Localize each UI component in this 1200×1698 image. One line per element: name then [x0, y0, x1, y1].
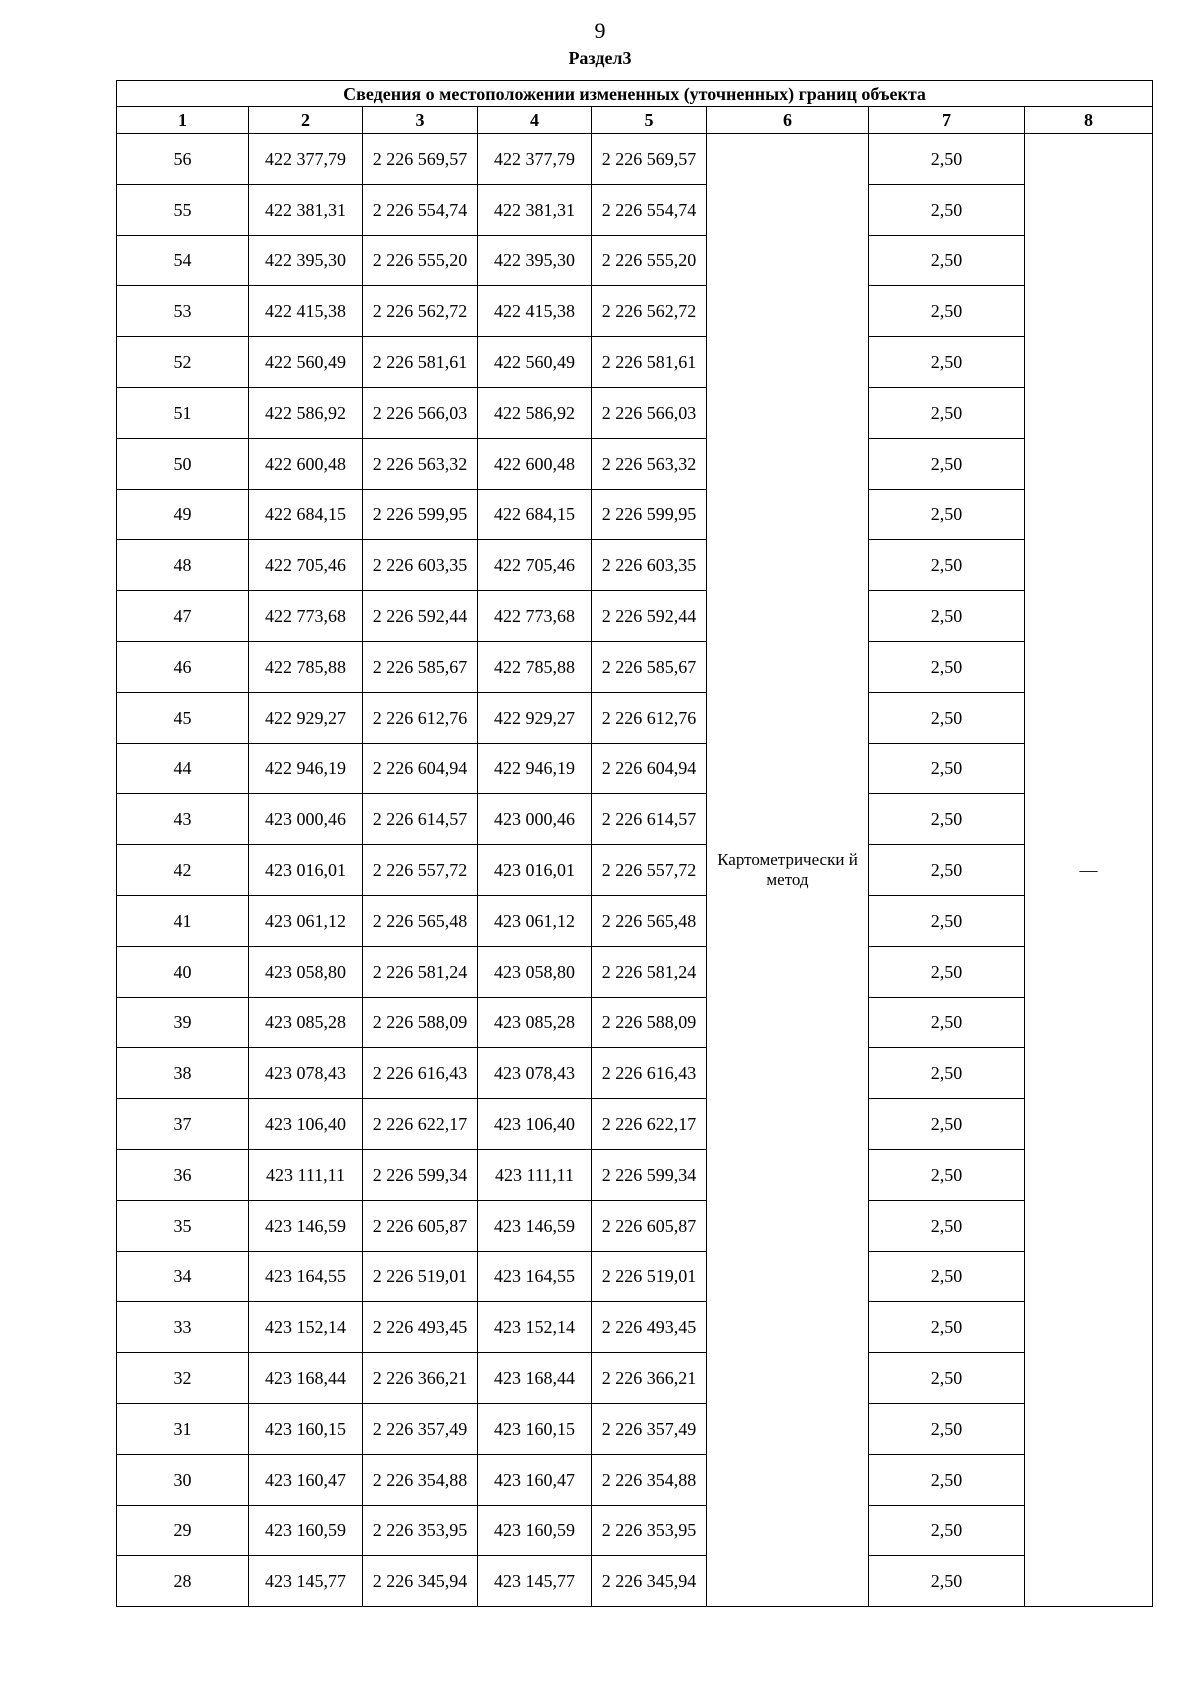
coordinate-cell: 423 152,14 — [478, 1302, 592, 1353]
point-number-cell: 51 — [117, 387, 249, 438]
accuracy-cell: 2,50 — [869, 134, 1025, 185]
accuracy-cell: 2,50 — [869, 997, 1025, 1048]
coordinate-cell: 423 061,12 — [249, 895, 363, 946]
coordinate-cell: 2 226 557,72 — [592, 845, 707, 896]
accuracy-cell: 2,50 — [869, 641, 1025, 692]
column-number-1: 1 — [117, 107, 249, 134]
table-row — [117, 1556, 1153, 1607]
point-number-cell: 32 — [117, 1353, 249, 1404]
coordinate-cell: 422 377,79 — [249, 134, 363, 185]
coordinate-cell: 422 929,27 — [249, 692, 363, 743]
accuracy-cell: 2,50 — [869, 794, 1025, 845]
point-number-cell: 46 — [117, 641, 249, 692]
column-number-5: 5 — [592, 107, 707, 134]
column-number-6: 6 — [707, 107, 869, 134]
coordinate-cell: 2 226 563,32 — [363, 438, 478, 489]
coordinate-cell: 422 415,38 — [478, 286, 592, 337]
table-row — [117, 184, 1153, 235]
coordinate-cell: 423 016,01 — [249, 845, 363, 896]
table-row — [117, 743, 1153, 794]
coordinate-cell: 2 226 604,94 — [363, 743, 478, 794]
coordinate-cell: 423 160,47 — [478, 1454, 592, 1505]
coordinate-cell: 422 560,49 — [249, 337, 363, 388]
accuracy-cell: 2,50 — [869, 946, 1025, 997]
table-row — [117, 235, 1153, 286]
accuracy-cell: 2,50 — [869, 337, 1025, 388]
coordinate-cell: 2 226 622,17 — [363, 1099, 478, 1150]
coordinate-cell: 2 226 345,94 — [592, 1556, 707, 1607]
coordinate-cell: 2 226 353,95 — [363, 1505, 478, 1556]
point-number-cell: 29 — [117, 1505, 249, 1556]
coordinate-cell: 423 146,59 — [249, 1200, 363, 1251]
accuracy-cell: 2,50 — [869, 1099, 1025, 1150]
coordinate-cell: 2 226 622,17 — [592, 1099, 707, 1150]
column-number-2: 2 — [249, 107, 363, 134]
accuracy-cell: 2,50 — [869, 1302, 1025, 1353]
table-row — [117, 895, 1153, 946]
coordinate-cell: 423 160,15 — [249, 1403, 363, 1454]
coordinate-cell: 2 226 562,72 — [592, 286, 707, 337]
coordinate-cell: 422 773,68 — [249, 591, 363, 642]
coordinate-cell: 422 705,46 — [478, 540, 592, 591]
coordinate-cell: 2 226 585,67 — [363, 641, 478, 692]
coordinate-cell: 422 705,46 — [249, 540, 363, 591]
coordinate-cell: 422 600,48 — [249, 438, 363, 489]
coordinate-cell: 2 226 565,48 — [363, 895, 478, 946]
table-caption: Сведения о местоположении измененных (уточненных) границ объекта — [117, 81, 1153, 107]
coordinate-cell: 422 415,38 — [249, 286, 363, 337]
table-row — [117, 540, 1153, 591]
table-row — [117, 1353, 1153, 1404]
table-row — [117, 1200, 1153, 1251]
column-number-3: 3 — [363, 107, 478, 134]
coordinate-cell: 423 016,01 — [478, 845, 592, 896]
coordinate-cell: 423 160,47 — [249, 1454, 363, 1505]
coordinate-cell: 422 586,92 — [249, 387, 363, 438]
coordinate-cell: 423 085,28 — [249, 997, 363, 1048]
coordinate-cell: 422 395,30 — [478, 235, 592, 286]
coordinate-cell: 422 946,19 — [478, 743, 592, 794]
page-number: 9 — [594, 18, 606, 43]
point-number-cell: 55 — [117, 184, 249, 235]
coordinate-cell: 423 145,77 — [249, 1556, 363, 1607]
coordinate-cell: 423 000,46 — [249, 794, 363, 845]
accuracy-cell: 2,50 — [869, 1251, 1025, 1302]
coordinate-cell: 2 226 519,01 — [363, 1251, 478, 1302]
accuracy-cell: 2,50 — [869, 1505, 1025, 1556]
coordinate-cell: 2 226 588,09 — [363, 997, 478, 1048]
coordinate-cell: 2 226 554,74 — [363, 184, 478, 235]
coordinate-cell: 2 226 354,88 — [592, 1454, 707, 1505]
accuracy-cell: 2,50 — [869, 387, 1025, 438]
coordinate-cell: 423 160,15 — [478, 1403, 592, 1454]
table-row — [117, 286, 1153, 337]
coordinate-cell: 2 226 366,21 — [363, 1353, 478, 1404]
coordinate-cell: 423 106,40 — [249, 1099, 363, 1150]
coordinate-cell: 422 785,88 — [478, 641, 592, 692]
coordinate-cell: 422 773,68 — [478, 591, 592, 642]
coordinate-cell: 2 226 357,49 — [592, 1403, 707, 1454]
coordinate-cell: 422 600,48 — [478, 438, 592, 489]
coordinate-cell: 2 226 605,87 — [592, 1200, 707, 1251]
point-number-cell: 50 — [117, 438, 249, 489]
column-number-7: 7 — [869, 107, 1025, 134]
table-row — [117, 692, 1153, 743]
table-row — [117, 1149, 1153, 1200]
point-number-cell: 34 — [117, 1251, 249, 1302]
coordinate-cell: 2 226 519,01 — [592, 1251, 707, 1302]
coordinate-cell: 422 395,30 — [249, 235, 363, 286]
coordinate-cell: 2 226 592,44 — [592, 591, 707, 642]
coordinate-cell: 2 226 569,57 — [592, 134, 707, 185]
coordinate-cell: 2 226 599,34 — [592, 1149, 707, 1200]
point-number-cell: 31 — [117, 1403, 249, 1454]
coordinate-cell: 423 000,46 — [478, 794, 592, 845]
coordinate-cell: 2 226 585,67 — [592, 641, 707, 692]
coordinate-cell: 422 377,79 — [478, 134, 592, 185]
coordinate-cell: 2 226 588,09 — [592, 997, 707, 1048]
coordinate-cell: 2 226 555,20 — [592, 235, 707, 286]
coordinate-cell: 2 226 366,21 — [592, 1353, 707, 1404]
coordinate-cell: 2 226 563,32 — [592, 438, 707, 489]
coordinate-cell: 2 226 569,57 — [363, 134, 478, 185]
coordinate-cell: 423 160,59 — [249, 1505, 363, 1556]
point-number-cell: 41 — [117, 895, 249, 946]
point-number-cell: 48 — [117, 540, 249, 591]
coordinate-cell: 422 684,15 — [478, 489, 592, 540]
point-number-cell: 49 — [117, 489, 249, 540]
accuracy-cell: 2,50 — [869, 1403, 1025, 1454]
point-number-cell: 54 — [117, 235, 249, 286]
section-title: Раздел3 — [568, 48, 632, 68]
coordinate-cell: 423 106,40 — [478, 1099, 592, 1150]
coordinate-cell: 2 226 557,72 — [363, 845, 478, 896]
method-cell: Картометрически й метод — [707, 134, 869, 1607]
coordinate-cell: 2 226 614,57 — [363, 794, 478, 845]
table-row — [117, 1099, 1153, 1150]
coordinate-cell: 2 226 599,95 — [363, 489, 478, 540]
coordinate-cell: 422 929,27 — [478, 692, 592, 743]
coordinate-cell: 423 146,59 — [478, 1200, 592, 1251]
coordinate-cell: 2 226 581,24 — [363, 946, 478, 997]
coordinate-cell: 2 226 562,72 — [363, 286, 478, 337]
table-row — [117, 1403, 1153, 1454]
coordinate-cell: 2 226 599,34 — [363, 1149, 478, 1200]
coordinate-cell: 2 226 566,03 — [363, 387, 478, 438]
accuracy-cell: 2,50 — [869, 743, 1025, 794]
coordinate-cell: 422 381,31 — [478, 184, 592, 235]
table-row — [117, 489, 1153, 540]
coordinate-cell: 422 586,92 — [478, 387, 592, 438]
accuracy-cell: 2,50 — [869, 184, 1025, 235]
boundary-coordinates-table — [116, 80, 1153, 1607]
accuracy-cell: 2,50 — [869, 438, 1025, 489]
point-number-cell: 35 — [117, 1200, 249, 1251]
table-row — [117, 1302, 1153, 1353]
coordinate-cell: 2 226 493,45 — [363, 1302, 478, 1353]
coordinate-cell: 2 226 603,35 — [363, 540, 478, 591]
accuracy-cell: 2,50 — [869, 1149, 1025, 1200]
coordinate-cell: 423 085,28 — [478, 997, 592, 1048]
coordinate-cell: 2 226 565,48 — [592, 895, 707, 946]
coordinate-cell: 423 058,80 — [249, 946, 363, 997]
point-number-cell: 44 — [117, 743, 249, 794]
table-row — [117, 134, 1153, 185]
point-number-cell: 38 — [117, 1048, 249, 1099]
coordinate-cell: 2 226 554,74 — [592, 184, 707, 235]
point-number-cell: 45 — [117, 692, 249, 743]
point-number-cell: 52 — [117, 337, 249, 388]
coordinate-cell: 423 061,12 — [478, 895, 592, 946]
coordinate-cell: 2 226 614,57 — [592, 794, 707, 845]
coordinate-cell: 2 226 616,43 — [363, 1048, 478, 1099]
table-body — [117, 134, 1153, 1607]
coordinate-cell: 2 226 581,24 — [592, 946, 707, 997]
coordinate-cell: 2 226 581,61 — [592, 337, 707, 388]
coordinate-cell: 2 226 345,94 — [363, 1556, 478, 1607]
table-row — [117, 387, 1153, 438]
table-row — [117, 997, 1153, 1048]
column-8-cell: — — [1025, 134, 1153, 1607]
accuracy-cell: 2,50 — [869, 1200, 1025, 1251]
coordinate-cell: 2 226 566,03 — [592, 387, 707, 438]
coordinate-cell: 2 226 612,76 — [363, 692, 478, 743]
coordinate-cell: 2 226 616,43 — [592, 1048, 707, 1099]
point-number-cell: 40 — [117, 946, 249, 997]
accuracy-cell: 2,50 — [869, 1556, 1025, 1607]
column-number-4: 4 — [478, 107, 592, 134]
coordinate-cell: 423 168,44 — [478, 1353, 592, 1404]
accuracy-cell: 2,50 — [869, 692, 1025, 743]
point-number-cell: 37 — [117, 1099, 249, 1150]
coordinate-cell: 423 111,11 — [478, 1149, 592, 1200]
coordinate-cell: 2 226 604,94 — [592, 743, 707, 794]
point-number-cell: 30 — [117, 1454, 249, 1505]
coordinate-cell: 422 946,19 — [249, 743, 363, 794]
point-number-cell: 39 — [117, 997, 249, 1048]
accuracy-cell: 2,50 — [869, 540, 1025, 591]
coordinate-cell: 423 145,77 — [478, 1556, 592, 1607]
table-row — [117, 591, 1153, 642]
table-row — [117, 946, 1153, 997]
coordinate-cell: 423 164,55 — [478, 1251, 592, 1302]
coordinate-cell: 2 226 354,88 — [363, 1454, 478, 1505]
accuracy-cell: 2,50 — [869, 591, 1025, 642]
coordinate-cell: 2 226 581,61 — [363, 337, 478, 388]
point-number-cell: 28 — [117, 1556, 249, 1607]
coordinate-cell: 2 226 603,35 — [592, 540, 707, 591]
accuracy-cell: 2,50 — [869, 286, 1025, 337]
table-row — [117, 1505, 1153, 1556]
point-number-cell: 43 — [117, 794, 249, 845]
accuracy-cell: 2,50 — [869, 1454, 1025, 1505]
point-number-cell: 33 — [117, 1302, 249, 1353]
table-row — [117, 1048, 1153, 1099]
coordinate-cell: 422 785,88 — [249, 641, 363, 692]
point-number-cell: 47 — [117, 591, 249, 642]
coordinate-cell: 422 381,31 — [249, 184, 363, 235]
table-row — [117, 794, 1153, 845]
point-number-cell: 53 — [117, 286, 249, 337]
column-number-8: 8 — [1025, 107, 1153, 134]
coordinate-cell: 2 226 555,20 — [363, 235, 478, 286]
coordinate-cell: 423 160,59 — [478, 1505, 592, 1556]
accuracy-cell: 2,50 — [869, 845, 1025, 896]
table-row — [117, 845, 1153, 896]
accuracy-cell: 2,50 — [869, 895, 1025, 946]
coordinate-cell: 423 164,55 — [249, 1251, 363, 1302]
point-number-cell: 42 — [117, 845, 249, 896]
coordinate-cell: 2 226 353,95 — [592, 1505, 707, 1556]
coordinate-cell: 423 058,80 — [478, 946, 592, 997]
table-row — [117, 1251, 1153, 1302]
column-number-row — [117, 107, 1153, 134]
coordinate-cell: 422 560,49 — [478, 337, 592, 388]
table-row — [117, 438, 1153, 489]
point-number-cell: 56 — [117, 134, 249, 185]
coordinate-cell: 423 111,11 — [249, 1149, 363, 1200]
accuracy-cell: 2,50 — [869, 1353, 1025, 1404]
coordinate-cell: 423 168,44 — [249, 1353, 363, 1404]
coordinate-cell: 2 226 592,44 — [363, 591, 478, 642]
table-row — [117, 1454, 1153, 1505]
table-row — [117, 337, 1153, 388]
table-row — [117, 641, 1153, 692]
accuracy-cell: 2,50 — [869, 235, 1025, 286]
accuracy-cell: 2,50 — [869, 489, 1025, 540]
coordinate-cell: 2 226 612,76 — [592, 692, 707, 743]
coordinate-cell: 2 226 599,95 — [592, 489, 707, 540]
coordinate-cell: 422 684,15 — [249, 489, 363, 540]
coordinate-cell: 423 078,43 — [478, 1048, 592, 1099]
coordinate-cell: 2 226 357,49 — [363, 1403, 478, 1454]
accuracy-cell: 2,50 — [869, 1048, 1025, 1099]
coordinate-cell: 2 226 493,45 — [592, 1302, 707, 1353]
coordinate-cell: 423 152,14 — [249, 1302, 363, 1353]
coordinate-cell: 423 078,43 — [249, 1048, 363, 1099]
coordinate-cell: 2 226 605,87 — [363, 1200, 478, 1251]
point-number-cell: 36 — [117, 1149, 249, 1200]
